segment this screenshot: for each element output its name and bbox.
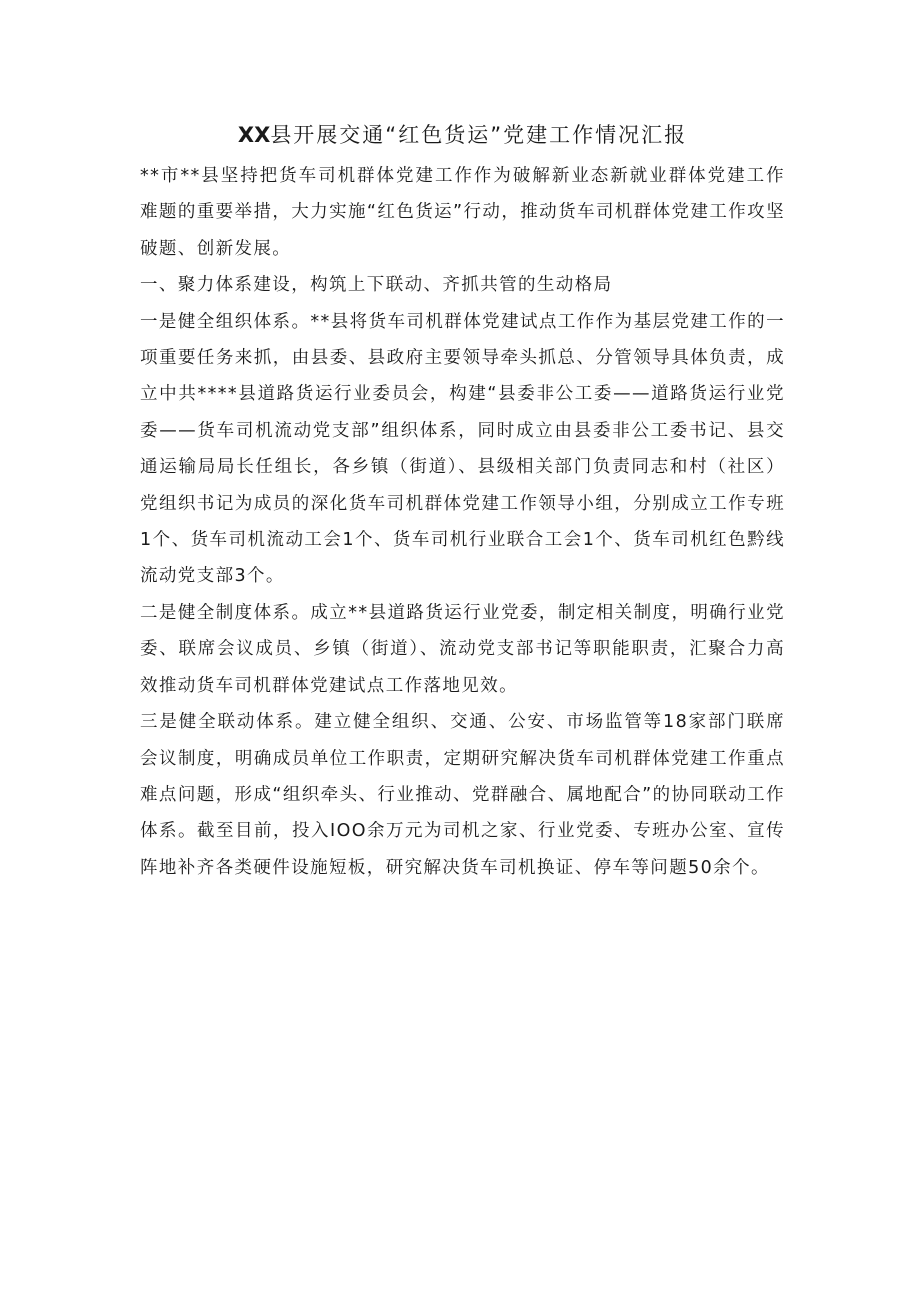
paragraph-linkage-system: 三是健全联动体系。建立健全组织、交通、公安、市场监管等18家部门联席会议制度，明确成员单位工作职责，定期研究解决货车司机群体党建工作重点难点问题，形成“组织牵头、行业推动、党群融合、属地配合”的协同联动工作体系。截至目前，投入IOO余万元为司机之家、行业党委、专班办公室、宣传阵地补齐各类硬件设施短板，研究解决货车司机换证、停车等问题50余个。 bbox=[140, 712, 785, 878]
document-title: XX县开展交通“红色货运”党建工作情况汇报 bbox=[237, 123, 688, 147]
paragraph-intro: **市**县坚持把货车司机群体党建工作作为破解新业态新就业群体党建工作难题的重要举措，大力实施“红色货运”行动，推动货车司机群体党建工作攻坚破题、创新发展。 bbox=[140, 166, 785, 259]
paragraph-organization-system: 一是健全组织体系。**县将货车司机群体党建试点工作作为基层党建工作的一项重要任务来抓，由县委、县政府主要领导牵头抓总、分管领导具体负责，成立中共****县道路货运行业委员会，构建“县委非公工委——道路货运行业党委——货车司机流动党支部”组织体系，同时成立由县委非公工委书记、县交通运输局局长任组长，各乡镇（街道）、县级相关部门负责同志和村（社区）党组织书记为成员的深化货车司机群体党建工作领导小组，分别成立工作专班1个、货车司机流动工会1个、货车司机行业联合工会1个、货车司机红色黔线流动党支部3个。 bbox=[140, 311, 785, 587]
document-page bbox=[140, 112, 785, 886]
section-heading-1: 一、聚力体系建设，构筑上下联动、齐抓共管的生动格局 bbox=[140, 275, 613, 296]
paragraph-institution-system: 二是健全制度体系。成立**县道路货运行业党委，制定相关制度，明确行业党委、联席会议成员、乡镇（街道）、流动党支部书记等职能职责，汇聚合力高效推动货车司机群体党建试点工作落地见效。 bbox=[140, 602, 785, 696]
